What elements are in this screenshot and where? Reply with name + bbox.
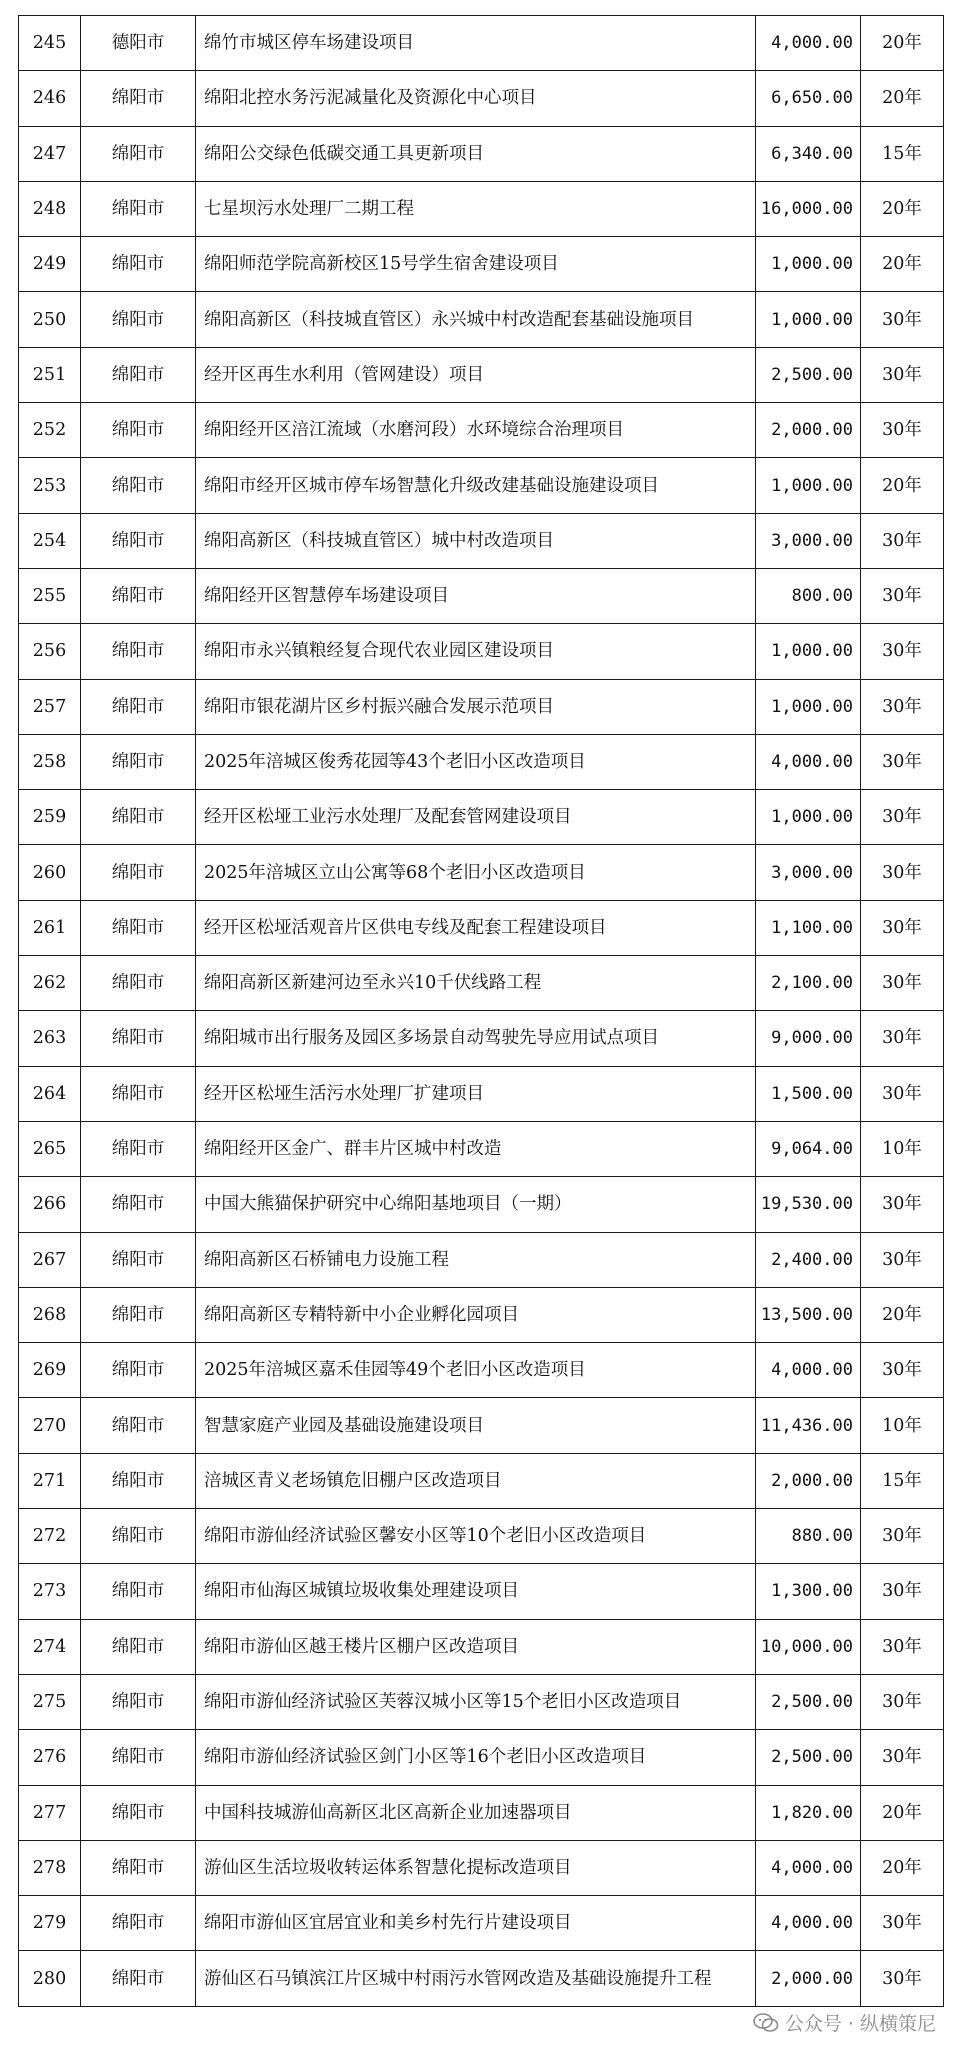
table-row	[19, 1896, 944, 1951]
amount-cell: 1,300.00	[756, 1564, 861, 1619]
amount-cell: 1,000.00	[756, 237, 861, 292]
table-row	[19, 1619, 944, 1674]
term-cell: 20年	[861, 1785, 944, 1840]
city-cell: 绵阳市	[81, 71, 196, 126]
term-cell: 30年	[861, 956, 944, 1011]
table-row	[19, 734, 944, 789]
project-name-cell: 绵阳市永兴镇粮经复合现代农业园区建设项目	[196, 624, 756, 679]
city-cell: 绵阳市	[81, 568, 196, 623]
project-name-cell: 绵阳市仙海区城镇垃圾收集处理建设项目	[196, 1564, 756, 1619]
project-name-cell: 中国大熊猫保护研究中心绵阳基地项目（一期）	[196, 1177, 756, 1232]
city-cell: 绵阳市	[81, 1896, 196, 1951]
row-number: 258	[19, 734, 81, 789]
row-number: 265	[19, 1121, 81, 1176]
table-row	[19, 1785, 944, 1840]
project-name-cell: 绵阳市游仙经济试验区馨安小区等10个老旧小区改造项目	[196, 1509, 756, 1564]
city-cell: 绵阳市	[81, 1398, 196, 1453]
amount-cell: 4,000.00	[756, 1840, 861, 1895]
amount-cell: 11,436.00	[756, 1398, 861, 1453]
amount-cell: 2,100.00	[756, 956, 861, 1011]
table-row	[19, 1840, 944, 1895]
table-row	[19, 1177, 944, 1232]
term-cell: 30年	[861, 1011, 944, 1066]
project-name-cell: 涪城区青义老场镇危旧棚户区改造项目	[196, 1453, 756, 1508]
amount-cell: 9,064.00	[756, 1121, 861, 1176]
amount-cell: 4,000.00	[756, 734, 861, 789]
project-name-cell: 绵阳经开区金广、群丰片区城中村改造	[196, 1121, 756, 1176]
amount-cell: 1,820.00	[756, 1785, 861, 1840]
term-cell: 30年	[861, 513, 944, 568]
table-row	[19, 568, 944, 623]
city-cell: 绵阳市	[81, 679, 196, 734]
project-name-cell: 绵阳高新区（科技城直管区）永兴城中村改造配套基础设施项目	[196, 292, 756, 347]
row-number: 268	[19, 1287, 81, 1342]
table-row	[19, 679, 944, 734]
amount-cell: 2,500.00	[756, 1674, 861, 1729]
project-name-cell: 绵阳北控水务污泥减量化及资源化中心项目	[196, 71, 756, 126]
city-cell: 绵阳市	[81, 1287, 196, 1342]
project-name-cell: 绵阳高新区新建河边至永兴10千伏线路工程	[196, 956, 756, 1011]
term-cell: 30年	[861, 679, 944, 734]
city-cell: 绵阳市	[81, 513, 196, 568]
row-number: 245	[19, 16, 81, 71]
project-name-cell: 绵阳市游仙区宜居宜业和美乡村先行片建设项目	[196, 1896, 756, 1951]
term-cell: 30年	[861, 1674, 944, 1729]
amount-cell: 1,000.00	[756, 679, 861, 734]
term-cell: 30年	[861, 292, 944, 347]
table-row	[19, 1674, 944, 1729]
amount-cell: 800.00	[756, 568, 861, 623]
row-number: 263	[19, 1011, 81, 1066]
city-cell: 绵阳市	[81, 126, 196, 181]
term-cell: 30年	[861, 347, 944, 402]
row-number: 266	[19, 1177, 81, 1232]
term-cell: 30年	[861, 900, 944, 955]
row-number: 272	[19, 1509, 81, 1564]
city-cell: 绵阳市	[81, 181, 196, 236]
table-row	[19, 126, 944, 181]
project-name-cell: 2025年涪城区嘉禾佳园等49个老旧小区改造项目	[196, 1343, 756, 1398]
city-cell: 绵阳市	[81, 1066, 196, 1121]
amount-cell: 880.00	[756, 1509, 861, 1564]
row-number: 279	[19, 1896, 81, 1951]
row-number: 270	[19, 1398, 81, 1453]
table-row	[19, 845, 944, 900]
city-cell: 绵阳市	[81, 1011, 196, 1066]
city-cell: 绵阳市	[81, 900, 196, 955]
amount-cell: 1,000.00	[756, 458, 861, 513]
project-name-cell: 经开区松垭活观音片区供电专线及配套工程建设项目	[196, 900, 756, 955]
row-number: 255	[19, 568, 81, 623]
city-cell: 绵阳市	[81, 1453, 196, 1508]
amount-cell: 16,000.00	[756, 181, 861, 236]
table-row	[19, 1232, 944, 1287]
row-number: 256	[19, 624, 81, 679]
city-cell: 绵阳市	[81, 1619, 196, 1674]
amount-cell: 6,340.00	[756, 126, 861, 181]
term-cell: 30年	[861, 790, 944, 845]
table-row	[19, 237, 944, 292]
project-name-cell: 绵竹市城区停车场建设项目	[196, 16, 756, 71]
amount-cell: 2,500.00	[756, 1730, 861, 1785]
row-number: 262	[19, 956, 81, 1011]
amount-cell: 2,500.00	[756, 347, 861, 402]
city-cell: 绵阳市	[81, 458, 196, 513]
amount-cell: 1,100.00	[756, 900, 861, 955]
table-row	[19, 1730, 944, 1785]
city-cell: 绵阳市	[81, 292, 196, 347]
term-cell: 20年	[861, 71, 944, 126]
term-cell: 30年	[861, 1730, 944, 1785]
project-name-cell: 2025年涪城区立山公寓等68个老旧小区改造项目	[196, 845, 756, 900]
city-cell: 绵阳市	[81, 1121, 196, 1176]
term-cell: 15年	[861, 126, 944, 181]
table-row	[19, 1343, 944, 1398]
amount-cell: 4,000.00	[756, 16, 861, 71]
term-cell: 20年	[861, 1287, 944, 1342]
table-row	[19, 1951, 944, 2006]
term-cell: 10年	[861, 1398, 944, 1453]
city-cell: 绵阳市	[81, 1840, 196, 1895]
project-name-cell: 绵阳市游仙经济试验区剑门小区等16个老旧小区改造项目	[196, 1730, 756, 1785]
term-cell: 20年	[861, 458, 944, 513]
city-cell: 绵阳市	[81, 1674, 196, 1729]
project-name-cell: 游仙区生活垃圾收转运体系智慧化提标改造项目	[196, 1840, 756, 1895]
table-row	[19, 956, 944, 1011]
row-number: 248	[19, 181, 81, 236]
row-number: 259	[19, 790, 81, 845]
term-cell: 10年	[861, 1121, 944, 1176]
city-cell: 绵阳市	[81, 1343, 196, 1398]
table-body	[19, 16, 944, 2007]
amount-cell: 6,650.00	[756, 71, 861, 126]
project-name-cell: 绵阳公交绿色低碳交通工具更新项目	[196, 126, 756, 181]
table-row	[19, 1121, 944, 1176]
row-number: 274	[19, 1619, 81, 1674]
table-row	[19, 1398, 944, 1453]
amount-cell: 1,500.00	[756, 1066, 861, 1121]
city-cell: 绵阳市	[81, 1177, 196, 1232]
amount-cell: 9,000.00	[756, 1011, 861, 1066]
term-cell: 20年	[861, 237, 944, 292]
amount-cell: 13,500.00	[756, 1287, 861, 1342]
amount-cell: 1,000.00	[756, 292, 861, 347]
project-name-cell: 绵阳高新区专精特新中小企业孵化园项目	[196, 1287, 756, 1342]
term-cell: 30年	[861, 1951, 944, 2006]
project-name-cell: 绵阳市游仙区越王楼片区棚户区改造项目	[196, 1619, 756, 1674]
table-row	[19, 1509, 944, 1564]
project-name-cell: 绵阳经开区涪江流域（水磨河段）水环境综合治理项目	[196, 403, 756, 458]
row-number: 249	[19, 237, 81, 292]
project-name-cell: 绵阳高新区石桥铺电力设施工程	[196, 1232, 756, 1287]
row-number: 257	[19, 679, 81, 734]
amount-cell: 4,000.00	[756, 1343, 861, 1398]
term-cell: 30年	[861, 1619, 944, 1674]
city-cell: 绵阳市	[81, 845, 196, 900]
term-cell: 20年	[861, 1840, 944, 1895]
term-cell: 30年	[861, 1343, 944, 1398]
term-cell: 20年	[861, 181, 944, 236]
wechat-icon	[753, 2013, 779, 2033]
project-name-cell: 七星坝污水处理厂二期工程	[196, 181, 756, 236]
table-row	[19, 513, 944, 568]
row-number: 277	[19, 1785, 81, 1840]
city-cell: 绵阳市	[81, 1785, 196, 1840]
city-cell: 绵阳市	[81, 1232, 196, 1287]
row-number: 250	[19, 292, 81, 347]
table-row	[19, 900, 944, 955]
amount-cell: 10,000.00	[756, 1619, 861, 1674]
city-cell: 绵阳市	[81, 1564, 196, 1619]
project-name-cell: 经开区松垭生活污水处理厂扩建项目	[196, 1066, 756, 1121]
term-cell: 30年	[861, 1564, 944, 1619]
table-row	[19, 16, 944, 71]
term-cell: 30年	[861, 1177, 944, 1232]
city-cell: 绵阳市	[81, 403, 196, 458]
term-cell: 30年	[861, 568, 944, 623]
city-cell: 绵阳市	[81, 956, 196, 1011]
table-row	[19, 1453, 944, 1508]
amount-cell: 4,000.00	[756, 1896, 861, 1951]
table-row	[19, 624, 944, 679]
amount-cell: 2,000.00	[756, 1453, 861, 1508]
project-name-cell: 2025年涪城区俊秀花园等43个老旧小区改造项目	[196, 734, 756, 789]
city-cell: 绵阳市	[81, 347, 196, 402]
row-number: 261	[19, 900, 81, 955]
city-cell: 绵阳市	[81, 1730, 196, 1785]
project-name-cell: 中国科技城游仙高新区北区高新企业加速器项目	[196, 1785, 756, 1840]
watermark-text: 公众号 · 纵横策尼	[784, 2013, 936, 2035]
table-row	[19, 1066, 944, 1121]
amount-cell: 19,530.00	[756, 1177, 861, 1232]
term-cell: 30年	[861, 1066, 944, 1121]
city-cell: 绵阳市	[81, 237, 196, 292]
term-cell: 30年	[861, 734, 944, 789]
project-name-cell: 绵阳城市出行服务及园区多场景自动驾驶先导应用试点项目	[196, 1011, 756, 1066]
project-name-cell: 绵阳师范学院高新校区15号学生宿舍建设项目	[196, 237, 756, 292]
amount-cell: 3,000.00	[756, 845, 861, 900]
city-cell: 绵阳市	[81, 624, 196, 679]
table-row	[19, 1011, 944, 1066]
term-cell: 30年	[861, 1509, 944, 1564]
amount-cell: 2,000.00	[756, 1951, 861, 2006]
term-cell: 30年	[861, 624, 944, 679]
row-number: 247	[19, 126, 81, 181]
city-cell: 德阳市	[81, 16, 196, 71]
amount-cell: 1,000.00	[756, 624, 861, 679]
table-row	[19, 347, 944, 402]
term-cell: 30年	[861, 1896, 944, 1951]
term-cell: 20年	[861, 16, 944, 71]
row-number: 252	[19, 403, 81, 458]
table-row	[19, 181, 944, 236]
project-name-cell: 绵阳经开区智慧停车场建设项目	[196, 568, 756, 623]
project-name-cell: 智慧家庭产业园及基础设施建设项目	[196, 1398, 756, 1453]
row-number: 267	[19, 1232, 81, 1287]
term-cell: 30年	[861, 845, 944, 900]
amount-cell: 3,000.00	[756, 513, 861, 568]
amount-cell: 2,400.00	[756, 1232, 861, 1287]
table-row	[19, 1287, 944, 1342]
table-row	[19, 1564, 944, 1619]
row-number: 251	[19, 347, 81, 402]
amount-cell: 1,000.00	[756, 790, 861, 845]
project-name-cell: 绵阳高新区（科技城直管区）城中村改造项目	[196, 513, 756, 568]
project-name-cell: 绵阳市银花湖片区乡村振兴融合发展示范项目	[196, 679, 756, 734]
row-number: 264	[19, 1066, 81, 1121]
project-table	[18, 15, 944, 2007]
project-name-cell: 经开区再生水利用（管网建设）项目	[196, 347, 756, 402]
row-number: 254	[19, 513, 81, 568]
row-number: 276	[19, 1730, 81, 1785]
row-number: 280	[19, 1951, 81, 2006]
project-name-cell: 经开区松垭工业污水处理厂及配套管网建设项目	[196, 790, 756, 845]
term-cell: 15年	[861, 1453, 944, 1508]
row-number: 260	[19, 845, 81, 900]
row-number: 246	[19, 71, 81, 126]
table-row	[19, 790, 944, 845]
row-number: 278	[19, 1840, 81, 1895]
row-number: 269	[19, 1343, 81, 1398]
amount-cell: 2,000.00	[756, 403, 861, 458]
table-row	[19, 292, 944, 347]
city-cell: 绵阳市	[81, 1509, 196, 1564]
table-row	[19, 458, 944, 513]
table-row	[19, 71, 944, 126]
row-number: 271	[19, 1453, 81, 1508]
row-number: 275	[19, 1674, 81, 1729]
row-number: 273	[19, 1564, 81, 1619]
city-cell: 绵阳市	[81, 734, 196, 789]
city-cell: 绵阳市	[81, 790, 196, 845]
project-name-cell: 绵阳市游仙经济试验区芙蓉汉城小区等15个老旧小区改造项目	[196, 1674, 756, 1729]
project-name-cell: 游仙区石马镇滨江片区城中村雨污水管网改造及基础设施提升工程	[196, 1951, 756, 2006]
term-cell: 30年	[861, 403, 944, 458]
watermark	[753, 2009, 936, 2036]
city-cell: 绵阳市	[81, 1951, 196, 2006]
row-number: 253	[19, 458, 81, 513]
term-cell: 30年	[861, 1232, 944, 1287]
project-name-cell: 绵阳市经开区城市停车场智慧化升级改建基础设施建设项目	[196, 458, 756, 513]
table-row	[19, 403, 944, 458]
